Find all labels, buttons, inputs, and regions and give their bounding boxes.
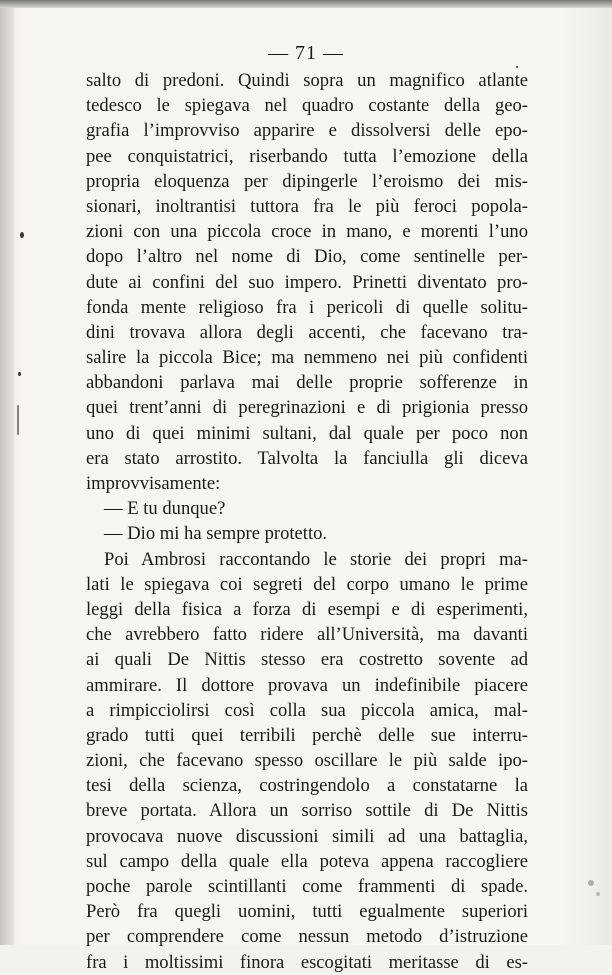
text-line: poche parole scintillanti come frammenti di spade. xyxy=(86,876,528,897)
top-edge-shadow xyxy=(0,0,612,8)
text-line: dopo l’altro nel nome di Dio, come sentinelle per- xyxy=(86,246,528,268)
text-line: sionari, inoltrantisi tuttora fra le più feroci popola- xyxy=(86,195,528,217)
text-line: sul campo della quale ella poteva appena raccogliere xyxy=(86,850,528,872)
text-line: tedesco le spiegava nel quadro costante della geo- xyxy=(86,95,528,117)
dialogue-line: — E tu dunque? xyxy=(104,498,226,520)
text-line: dini trovava allora degli accenti, che facevano tra- xyxy=(86,321,528,343)
text-line: leggi della fisica a forza di esempi e di esperimenti, xyxy=(86,598,528,620)
text-line: per comprendere come nessun metodo d’istruzione xyxy=(86,926,528,948)
text-line: breve portata. Allora un sorriso sottile di De Nittis xyxy=(86,800,528,822)
paper-speck xyxy=(18,372,21,376)
text-line: che avrebbero fatto ridere all’Università, ma davanti xyxy=(86,624,528,646)
body-text xyxy=(86,68,528,975)
text-line: salto di predoni. Quindi sopra un magnifico atlante xyxy=(86,70,528,91)
paper-speck xyxy=(516,66,518,68)
text-line: abbandoni parlava mai delle proprie sofferenze in xyxy=(86,372,528,394)
text-line: grafia l’improvviso apparire e dissolversi delle epo- xyxy=(86,120,528,142)
paper-speck xyxy=(20,232,24,238)
binding-shadow xyxy=(0,0,14,945)
text-line: uno di quei minimi sultani, dal quale per poco non xyxy=(86,422,528,444)
text-line: salire la piccola Bice; ma nemmeno nei più confidenti xyxy=(86,347,528,369)
text-line: provocava nuove discussioni simili ad una battaglia, xyxy=(86,825,528,847)
text-line: fra i moltissimi finora escogitati meritasse di es- xyxy=(86,951,528,973)
text-line: Però fra quegli uomini, tutti egualmente superiori xyxy=(86,901,528,923)
text-line: lati le spiegava coi segreti del corpo umano le prime xyxy=(86,573,528,595)
text-line: era stato arrostito. Talvolta la fanciulla gli diceva xyxy=(86,447,528,469)
page-number: — 71 — xyxy=(268,42,344,64)
text-line: propria eloquenza per dipingerle l’eroismo dei mis- xyxy=(86,170,528,192)
text-line: ammirare. Il dottore provava un indefinibile piacere xyxy=(86,674,528,696)
text-line: zioni con una piccola croce in mano, e morenti l’uno xyxy=(86,221,528,243)
text-line: zioni, che facevano spesso oscillare le più salde ipo- xyxy=(86,750,528,772)
dialogue-line: — Dio mi ha sempre protetto. xyxy=(104,523,328,545)
text-line: tesi della scienza, costringendolo a constatarne la xyxy=(86,775,528,797)
text-line: ai quali De Nittis stesso era costretto sovente ad xyxy=(86,649,528,671)
text-line: dute ai confini del suo impero. Prinetti diventato pro- xyxy=(86,271,528,293)
text-line: fonda mente religioso fra i pericoli di quelle solitu- xyxy=(86,296,528,318)
paragraph-first-line: Poi Ambrosi raccontando le storie dei propri ma- xyxy=(104,548,528,570)
paper-speck xyxy=(17,405,19,435)
text-line: quei trent’anni di peregrinazioni e di prigionia presso xyxy=(86,397,528,419)
paper-speck xyxy=(596,892,600,896)
text-line: a rimpicciolirsi così colla sua piccola amica, mal- xyxy=(86,699,528,721)
text-line: pee conquistatrici, riserbando tutta l’emozione della xyxy=(86,145,528,167)
text-line: improvvisamente: xyxy=(86,473,221,494)
text-line: grado tutti quei terribili perchè delle sue interru- xyxy=(86,724,528,746)
paper-speck xyxy=(588,880,594,886)
